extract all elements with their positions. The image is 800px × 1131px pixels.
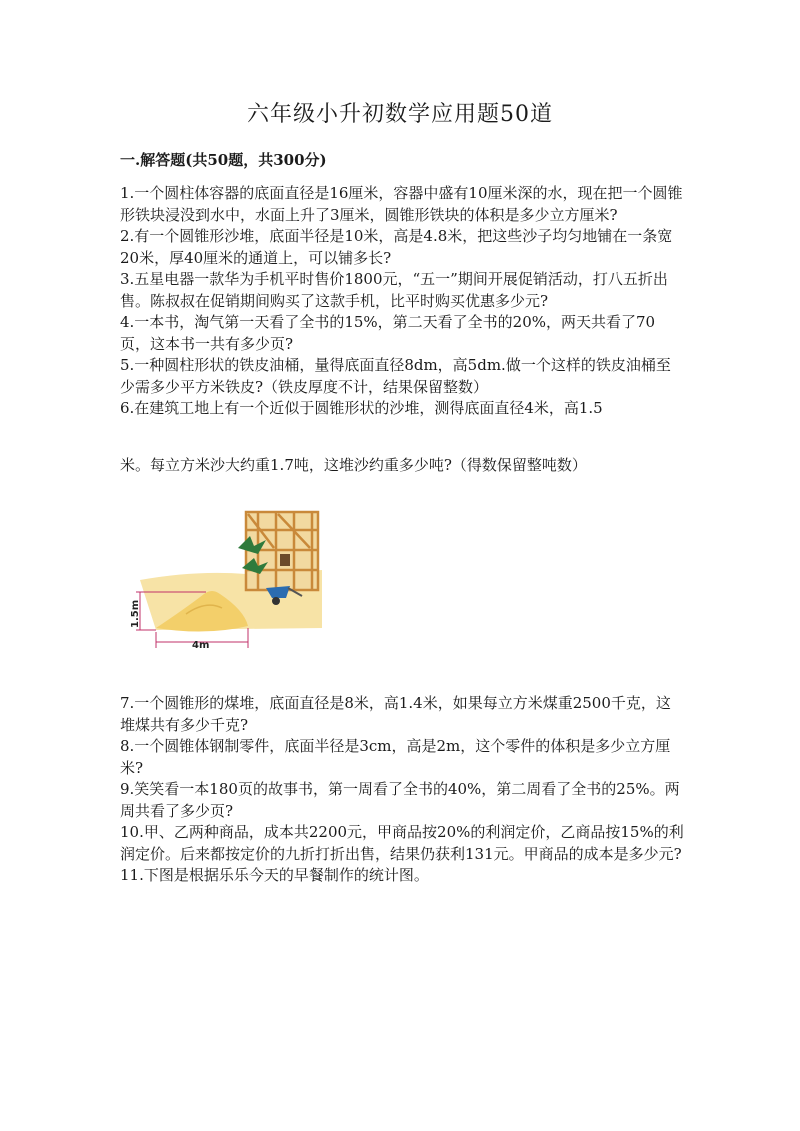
- question-8: 8.一个圆锥体钢制零件，底面半径是3cm，高是2m，这个零件的体积是多少立方厘米?: [120, 737, 671, 777]
- figure-window: [280, 554, 290, 566]
- question-7: 7.一个圆锥形的煤堆，底面直径是8米，高1.4米，如果每立方米煤重2500千克，这堆煤共有多少千克?: [120, 694, 671, 734]
- sand-pile-figure: [126, 508, 322, 654]
- question-1: 1.一个圆柱体容器的底面直径是16厘米，容器中盛有10厘米深的水，现在把一个圆锥形铁块浸没到水中，水面上升了3厘米，圆锥形铁块的体积是多少立方厘米?: [120, 184, 683, 224]
- question-4: 4.一本书，淘气第一天看了全书的15%，第二天看了全书的20%，两天共看了70页，这本书一共有多少页?: [120, 313, 656, 353]
- section-heading: 一.解答题(共50题，共300分): [120, 151, 327, 169]
- question-list-part-1: [120, 183, 685, 420]
- height-label: 1.5m: [130, 599, 141, 628]
- question-2: 2.有一个圆锥形沙堆，底面半径是10米，高是4.8米，把这些沙子均匀地铺在一条宽20米，厚40厘米的通道上，可以铺多长?: [120, 227, 673, 267]
- question-5: 5.一种圆柱形状的铁皮油桶，量得底面直径8dm，高5dm.做一个这样的铁皮油桶至少需多少平方米铁皮?（铁皮厚度不计，结果保留整数）: [120, 356, 671, 396]
- width-label: 4m: [192, 640, 210, 651]
- question-11: 11.下图是根据乐乐今天的早餐制作的统计图。: [120, 866, 429, 884]
- question-3: 3.五星电器一款华为手机平时售价1800元，“五一”期间开展促销活动，打八五折出售。陈叔叔在促销期间购买了这款手机，比平时购买优惠多少元?: [120, 270, 668, 310]
- question-6-line-2: 米。每立方米沙大约重1.7吨，这堆沙约重多少吨?（得数保留整吨数）: [120, 456, 587, 474]
- question-6-line-1: 6.在建筑工地上有一个近似于圆锥形状的沙堆，测得底面直径4米，高1.5: [120, 399, 603, 417]
- page-title: 六年级小升初数学应用题50道: [247, 102, 553, 127]
- question-9: 9.笑笑看一本180页的故事书，第一周看了全书的40%，第二周看了全书的25%。两周共看了多少页?: [120, 780, 680, 820]
- question-list-part-2: [120, 693, 685, 887]
- question-10: 10.甲、乙两种商品，成本共2200元，甲商品按20%的利润定价，乙商品按15%的利润定价。后来都按定价的九折打折出售，结果仍获利131元。甲商品的成本是多少元?: [120, 823, 684, 863]
